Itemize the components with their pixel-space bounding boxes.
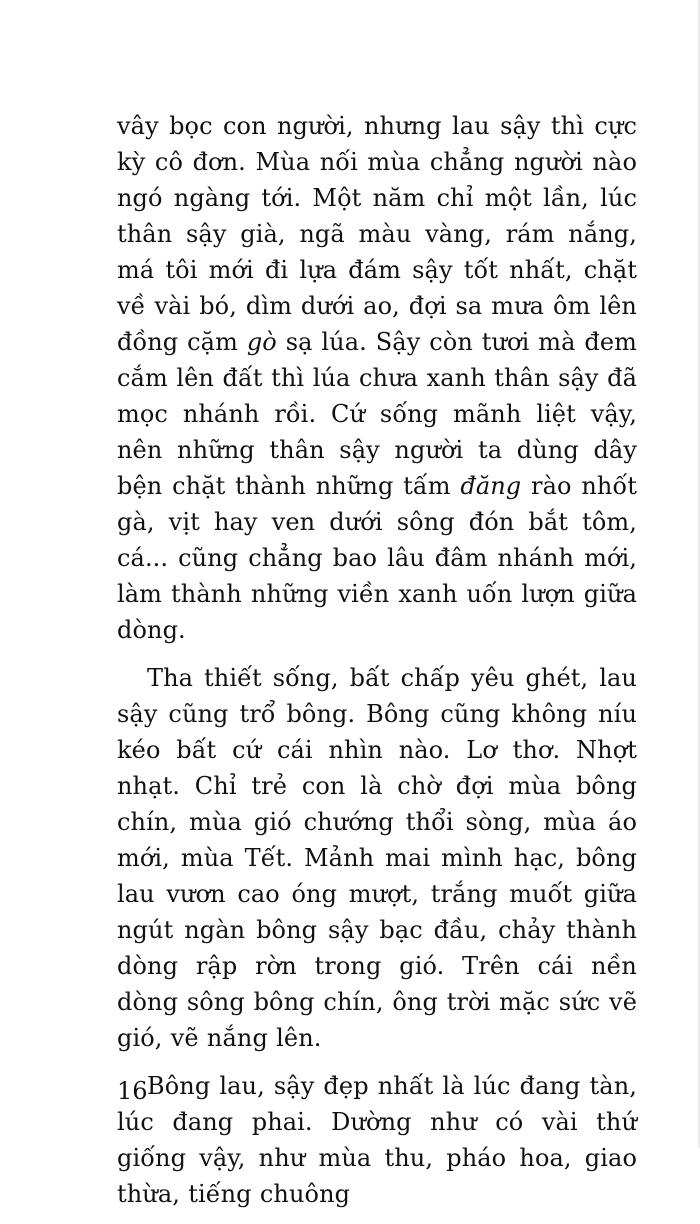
paragraph-1 [117,108,637,648]
paragraph-1-text-b: sạ lúa. Sậy còn tươi mà đem cắm lên đất thì lúa chưa xanh thân sậy đã mọc nhánh rồi. Cứ sống mãnh liệt vậy, nên những thân sậy người ta dùng dây bện chặt thành những tấm [117,328,637,500]
body-text [117,108,637,1224]
paragraph-1-text-a: vây bọc con người, nhưng lau sậy thì cực kỳ cô đơn. Mùa nối mùa chẳng người nào ngó ngàng tới. Một năm chỉ một lần, lúc thân sậy già, ngã màu vàng, rám nắng, má tôi mới đi lựa đám sậy tốt nhất, chặt về vài bó, dìm dưới ao, đợi sa mưa ôm lên đồng cặm [117,112,637,356]
paragraph-1-italic-dang: đăng [460,472,522,500]
paragraph-1-italic-go: gò [246,328,277,356]
page-number: 16 [117,1077,148,1105]
paragraph-2: Tha thiết sống, bất chấp yêu ghét, lau sậy cũng trổ bông. Bông cũng không níu kéo bất cứ cái nhìn nào. Lơ thơ. Nhợt nhạt. Chỉ trẻ con là chờ đợi mùa bông chín, mùa gió chướng thổi sòng, mùa áo mới, mùa Tết. Mảnh mai mình hạc, bông lau vươn cao óng mượt, trắng muốt giữa ngút ngàn bông sậy bạc đầu, chảy thành dòng rập rờn trong gió. Trên cái nền dòng sông bông chín, ông trời mặc sức vẽ gió, vẽ nắng lên. [117,664,637,1052]
paragraph-1-text-c: rào nhốt gà, vịt hay ven dưới sông đón bắt tôm, cá... cũng chẳng bao lâu đâm nhánh mới, làm thành những viền xanh uốn lượn giữa dòng. [117,472,637,644]
paragraph-3: Bông lau, sậy đẹp nhất là lúc đang tàn, lúc đang phai. Dường như có vài thứ giống vậy, như mùa thu, pháo hoa, giao thừa, tiếng chuông [117,1072,637,1208]
